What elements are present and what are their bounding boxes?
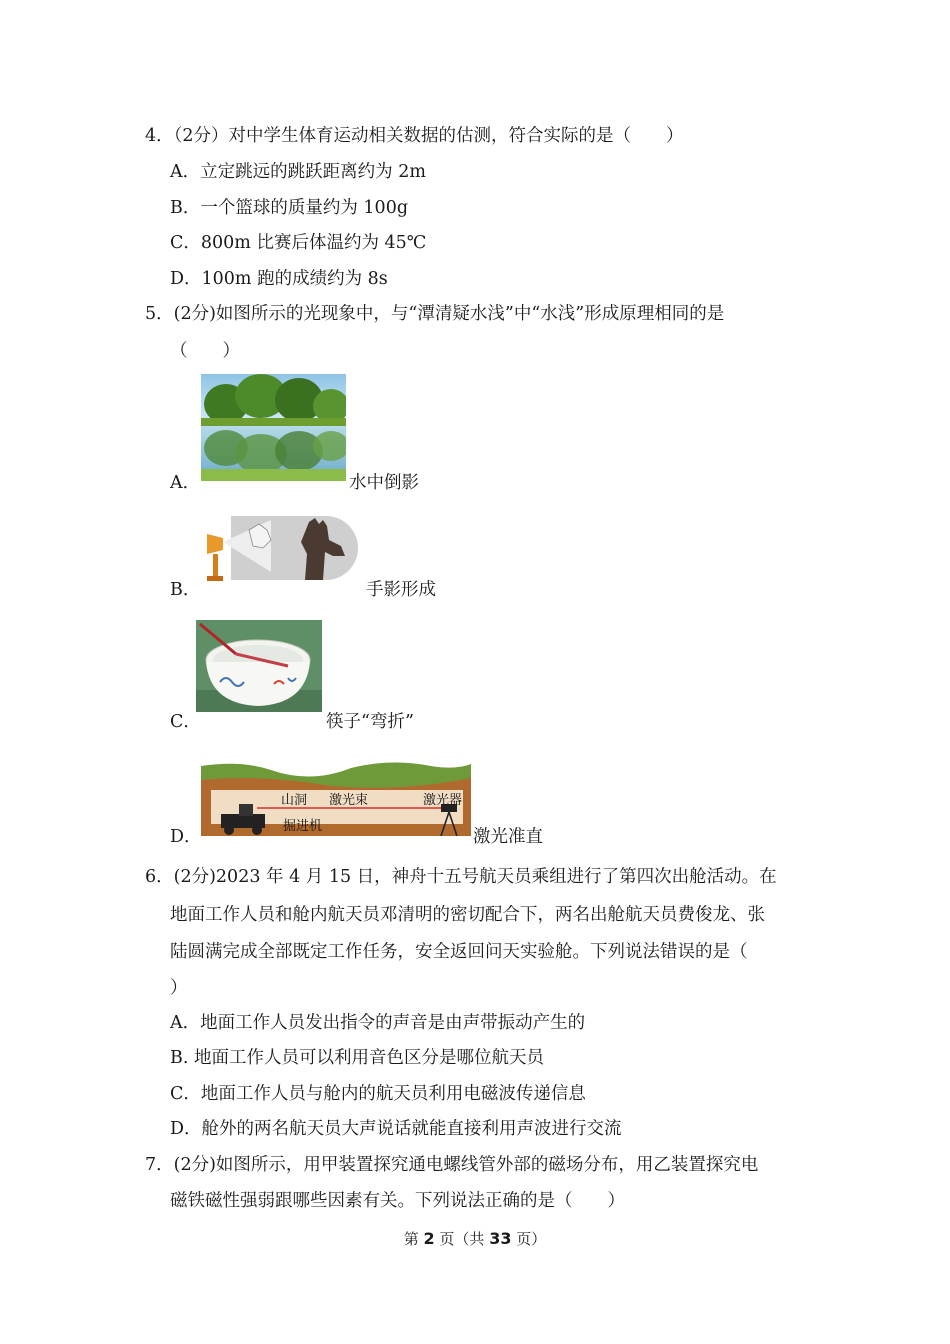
footer-suffix: 页） — [516, 1230, 547, 1248]
footer-prefix: 第 — [403, 1230, 419, 1248]
label-cave: 山洞 — [281, 793, 308, 808]
footer-total-pages: 33 — [489, 1229, 512, 1248]
q4-option-d: D．100m 跑的成绩约为 8s — [170, 269, 388, 289]
q7-stem-line2: 磁铁磁性强弱跟哪些因素有关。下列说法正确的是（ ） — [170, 1191, 625, 1211]
figure-hand-shadow — [201, 512, 358, 583]
footer-page-number: 2 — [423, 1229, 435, 1248]
q5-option-a-letter: A． — [170, 473, 201, 493]
q6-option-d: D．舱外的两名航天员大声说话就能直接利用声波进行交流 — [170, 1119, 622, 1139]
figure-laser-tunnel — [201, 760, 471, 836]
q4-option-b: B．一个篮球的质量约为 100g — [170, 198, 409, 218]
q5-option-b-letter: B． — [170, 580, 201, 600]
page-footer — [0, 1229, 950, 1249]
footer-middle: 页（共 — [439, 1230, 485, 1248]
q5-option-c-letter: C． — [170, 712, 201, 732]
q5-option-a-caption: 水中倒影 — [349, 473, 419, 493]
q5-option-d-caption: 激光准直 — [473, 827, 543, 847]
q6-stem-line2: 地面工作人员和舱内航天员邓清明的密切配合下，两名出舱航天员费俊龙、张 — [170, 905, 765, 925]
figure-bent-chopstick — [196, 620, 322, 712]
q4-stem: 4．（2分）对中学生体育运动相关数据的估测，符合实际的是（ ） — [145, 126, 684, 146]
q6-option-a: A．地面工作人员发出指令的声音是由声带振动产生的 — [170, 1013, 586, 1033]
label-tunnel-machine: 掘进机 — [283, 819, 323, 834]
q4-option-a: A．立定跳远的跳跃距离约为 2m — [170, 162, 426, 182]
q5-stem-continued: （ ） — [170, 341, 240, 361]
q5-stem: 5．(2分)如图所示的光现象中，与“潭清疑水浅”中“水浅”形成原理相同的是 — [145, 304, 725, 324]
q5-option-c-caption: 筷子“弯折” — [326, 712, 414, 732]
q6-option-c: C．地面工作人员与舱内的航天员利用电磁波传递信息 — [170, 1084, 586, 1104]
q5-option-d-letter: D． — [170, 827, 202, 847]
q6-option-b: B. 地面工作人员可以利用音色区分是哪位航天员 — [170, 1048, 544, 1068]
q6-stem-line4: ） — [170, 978, 188, 998]
q6-stem-line3: 陆圆满完成全部既定工作任务，安全返回问天实验舱。下列说法错误的是（ — [170, 942, 748, 962]
label-laser-beam: 激光束 — [329, 793, 369, 808]
q5-option-b-caption: 手影形成 — [366, 580, 436, 600]
label-laser-device: 激光器 — [423, 793, 463, 808]
figure-water-reflection — [201, 374, 346, 481]
q6-stem-line1: 6．(2分)2023 年 4 月 15 日，神舟十五号航天员乘组进行了第四次出舱活动。在 — [145, 867, 777, 887]
q7-stem-line1: 7．(2分)如图所示，用甲装置探究通电螺线管外部的磁场分布，用乙装置探究电 — [145, 1155, 759, 1175]
q4-option-c: C．800m 比赛后体温约为 45℃ — [170, 233, 427, 253]
